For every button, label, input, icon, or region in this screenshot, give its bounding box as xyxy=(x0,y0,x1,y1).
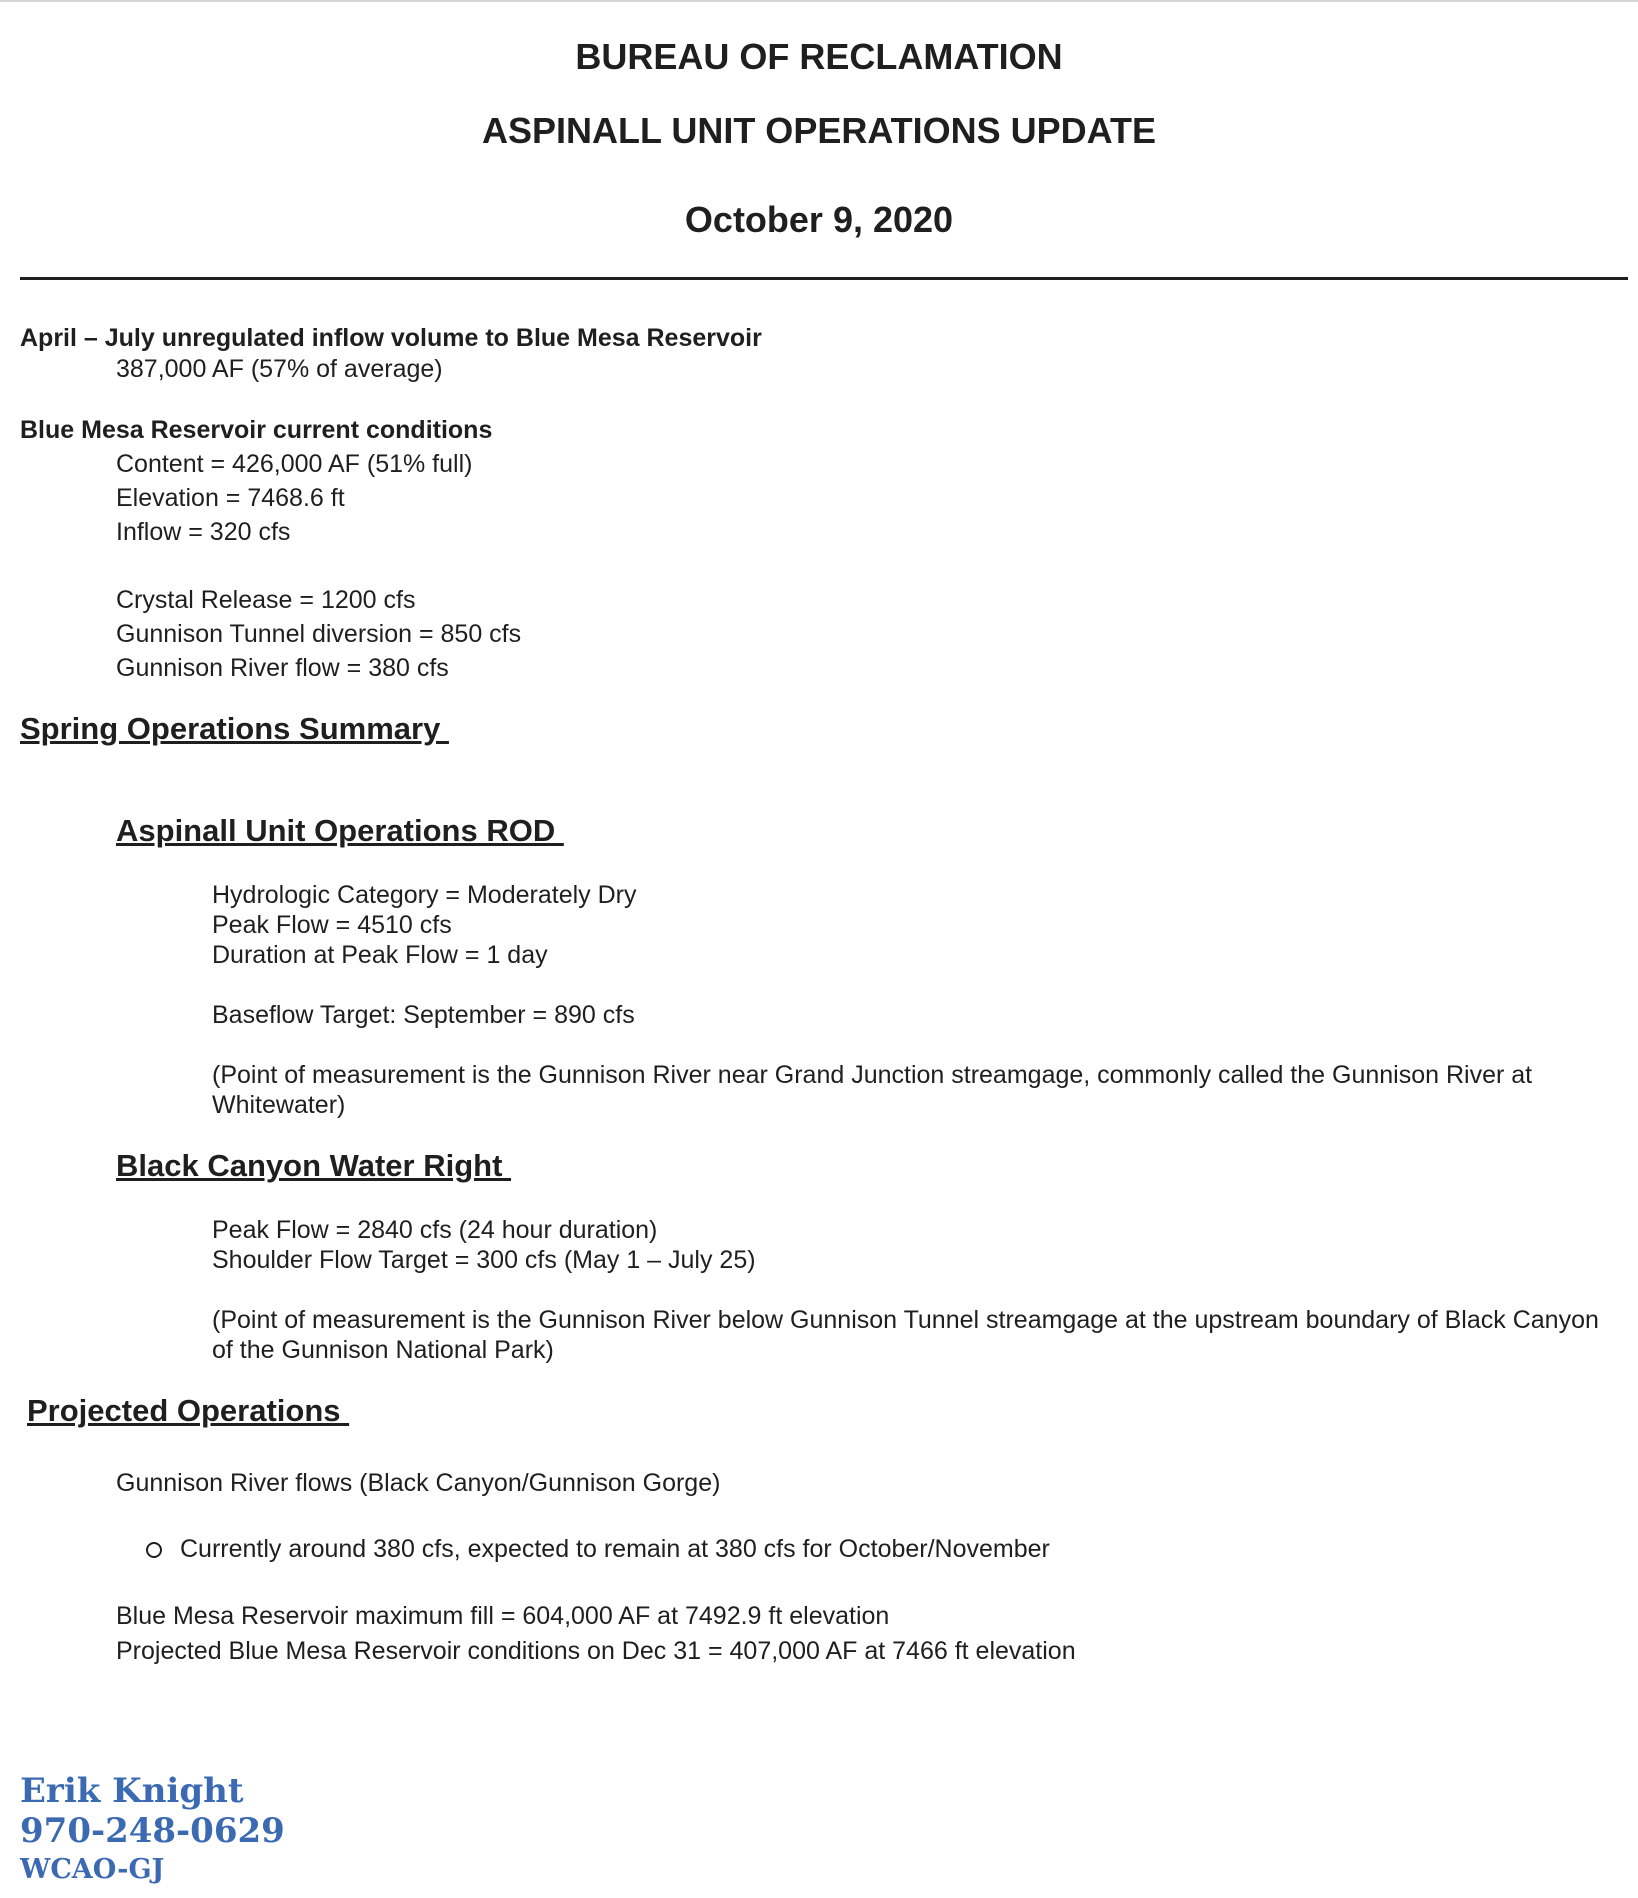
signature-name: Erik Knight xyxy=(20,1771,244,1811)
conditions-river-flow: Gunnison River flow = 380 cfs xyxy=(116,654,449,682)
signature-office: WCAO-GJ xyxy=(20,1854,165,1885)
rod-heading: Aspinall Unit Operations ROD xyxy=(116,813,564,848)
projected-operations-heading: Projected Operations xyxy=(27,1393,350,1428)
conditions-crystal-release: Crystal Release = 1200 cfs xyxy=(116,586,416,614)
document-title: ASPINALL UNIT OPERATIONS UPDATE xyxy=(481,110,1157,151)
conditions-tunnel-diversion: Gunnison Tunnel diversion = 850 cfs xyxy=(116,620,522,648)
bullet-circle-icon xyxy=(146,1542,162,1558)
conditions-content: Content = 426,000 AF (51% full) xyxy=(116,450,473,478)
header-divider xyxy=(20,277,1628,280)
projected-max-fill: Blue Mesa Reservoir maximum fill = 604,000 AF at 7492.9 ft elevation xyxy=(116,1602,890,1630)
black-canyon-peak-flow: Peak Flow = 2840 cfs (24 hour duration) xyxy=(212,1216,658,1244)
black-canyon-shoulder-flow: Shoulder Flow Target = 300 cfs (May 1 – July 25) xyxy=(212,1246,756,1274)
rod-peak-duration: Duration at Peak Flow = 1 day xyxy=(212,941,548,969)
signature-phone: 970-248-0629 xyxy=(20,1811,285,1851)
projected-flows-bullet: Currently around 380 cfs, expected to remain at 380 cfs for October/November xyxy=(180,1535,1050,1563)
rod-peak-flow: Peak Flow = 4510 cfs xyxy=(212,911,452,939)
spring-operations-heading: Spring Operations Summary xyxy=(20,711,449,746)
rod-baseflow-target: Baseflow Target: September = 890 cfs xyxy=(212,1001,635,1029)
inflow-value: 387,000 AF (57% of average) xyxy=(116,355,443,383)
inflow-heading: April – July unregulated inflow volume to Blue Mesa Reservoir xyxy=(20,324,762,352)
conditions-elevation: Elevation = 7468.6 ft xyxy=(116,484,345,512)
conditions-heading: Blue Mesa Reservoir current conditions xyxy=(20,416,493,444)
projected-flows-label: Gunnison River flows (Black Canyon/Gunnison Gorge) xyxy=(116,1469,721,1497)
black-canyon-heading: Black Canyon Water Right xyxy=(116,1148,512,1183)
top-border xyxy=(0,0,1638,2)
projected-dec31-conditions: Projected Blue Mesa Reservoir conditions on Dec 31 = 407,000 AF at 7466 ft elevation xyxy=(116,1637,1076,1665)
agency-title: BUREAU OF RECLAMATION xyxy=(575,36,1063,77)
rod-hydrologic-category: Hydrologic Category = Moderately Dry xyxy=(212,881,637,909)
rod-measurement-note: (Point of measurement is the Gunnison River near Grand Junction streamgage, commonly called the Gunnison River at Whitewater) xyxy=(212,1061,1533,1119)
conditions-inflow: Inflow = 320 cfs xyxy=(116,518,291,546)
document-date: October 9, 2020 xyxy=(684,199,954,240)
black-canyon-measurement-note: (Point of measurement is the Gunnison River below Gunnison Tunnel streamgage at the upstream boundary of Black Canyon of the Gunnison National Park) xyxy=(212,1306,1599,1364)
